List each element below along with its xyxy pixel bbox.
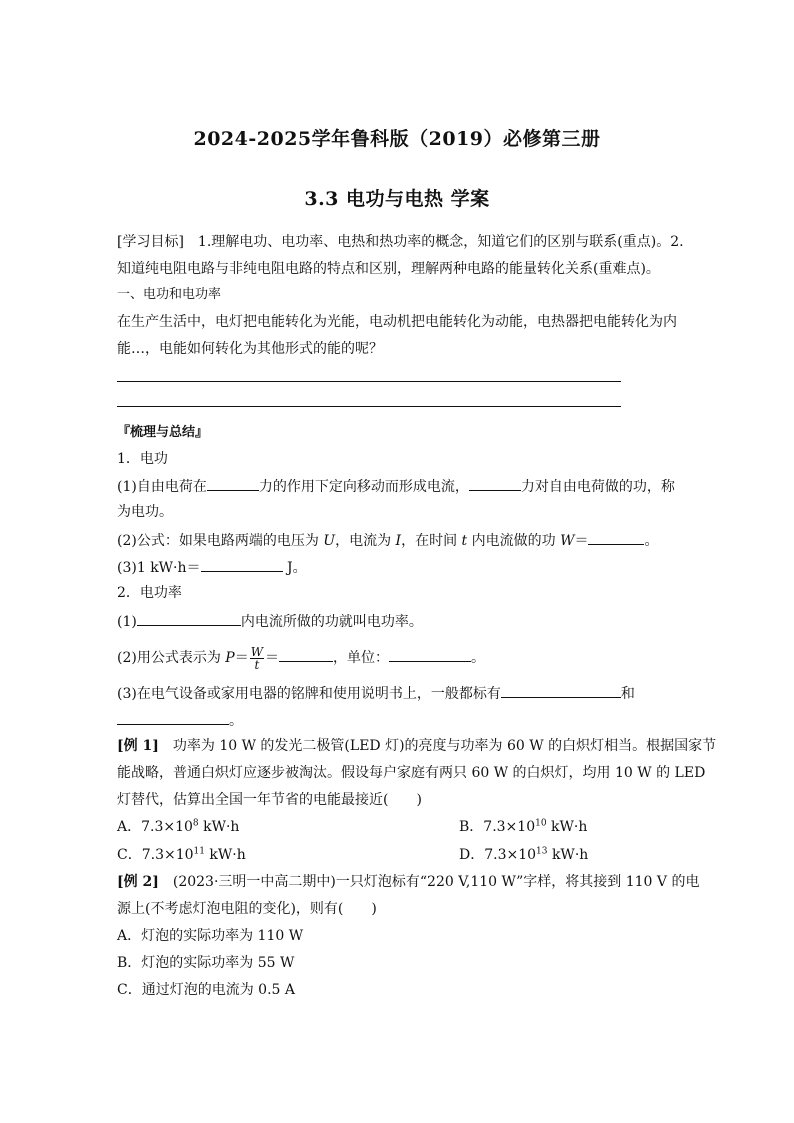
item2-p2-text-b: ，单位： <box>333 650 390 666</box>
option-c-pre: C．7.3×10 <box>117 847 194 863</box>
item1-p1-text-b: 力的作用下定向移动而形成电流， <box>258 479 469 495</box>
item2-p1-text-b: 内电流所做的功就叫电功率。 <box>240 614 423 630</box>
answer-line-2 <box>117 406 621 407</box>
item1-p2-text-c: ，在时间 <box>401 533 462 549</box>
item1-p2-text-d: 内电流做的功 <box>467 533 561 549</box>
answer-line-1 <box>117 381 621 382</box>
item1-p2-text-e: ＝ <box>574 533 589 549</box>
example2-line-2: 源上(不考虑灯泡电阻的变化)，则有( ) <box>117 901 377 917</box>
example2-text-1: (2023·三明一中高二期中)一只灯泡标有“220 V,110 W”字样，将其接到 110 V 的电 <box>158 874 700 890</box>
objectives-line-2: 知道纯电阻电路与非纯电阻电路的特点和区别，理解两种电路的能量转化关系(重难点)。 <box>117 261 660 277</box>
option-d[interactable] <box>459 845 588 865</box>
option-c[interactable] <box>117 847 246 863</box>
item1-para2 <box>117 529 687 551</box>
option-d-exp: 13 <box>536 846 548 857</box>
item2-p2-eq: ＝ <box>234 650 249 666</box>
intro-line-2: 能…，电能如何转化为其他形式的能的呢？ <box>117 341 383 357</box>
item1-p2-text-b: ，电流为 <box>335 533 396 549</box>
item1-p1-text-a: (1)自由电荷在 <box>117 479 207 495</box>
example1-label: [例 1] <box>117 738 159 754</box>
fraction-W-over-t <box>250 646 264 671</box>
item1-p2-text-a: (2)公式：如果电路两端的电压为 <box>117 533 324 549</box>
item2-p3-text-c: 。 <box>229 713 243 729</box>
example2-option-a[interactable]: A．灯泡的实际功率为 110 W <box>117 928 304 944</box>
option-b[interactable] <box>459 817 587 837</box>
item2-para1 <box>117 610 687 632</box>
fill-blank-power-unit[interactable] <box>389 646 471 662</box>
var-I: I <box>395 533 402 549</box>
objectives-line-1: [学习目标] 1.理解电功、电功率、电热和热功率的概念，知道它们的区别与联系(重点)。2. <box>117 234 684 250</box>
fraction-denominator: t <box>254 657 260 672</box>
example1-text-1: 功率为 10 W 的发光二极管(LED 灯)的亮度与功率为 60 W 的白炽灯相当。根据国家节 <box>158 738 717 754</box>
item2-para2 <box>117 643 687 673</box>
fill-blank-kwh[interactable] <box>201 556 283 572</box>
intro-line-1: 在生产生活中，电灯把电能转化为光能，电动机把电能转化为动能，电热器把电能转化为内 <box>117 314 677 330</box>
example1-line-3: 灯替代，估算出全国一年节省的电能最接近( ) <box>117 792 422 808</box>
item1-p2-text-f: 。 <box>644 533 659 549</box>
option-a-pre: A．7.3×10 <box>117 819 193 835</box>
item2-para3 <box>117 682 687 704</box>
example1-line-2: 能战略，普通白炽灯应逐步被淘汰。假设每户家庭有两只 60 W 的白炽灯，均用 10 W 的 LED <box>117 765 706 781</box>
item1-title: 1．电功 <box>117 451 168 467</box>
item1-para3 <box>117 556 687 578</box>
fill-blank-rated-2[interactable] <box>117 709 229 725</box>
option-b-exp: 10 <box>535 818 547 829</box>
example1-line-1 <box>117 736 717 756</box>
example2-label: [例 2] <box>117 874 159 890</box>
item2-p3-text-b: 和 <box>620 686 635 702</box>
fill-blank-unit-time[interactable] <box>137 610 241 626</box>
option-a-exp: 8 <box>192 818 199 829</box>
item2-title: 2．电功率 <box>117 585 182 601</box>
summary-heading: 『梳理与总结』 <box>117 425 209 440</box>
fill-blank-force-2[interactable] <box>469 475 521 491</box>
example1-options-row-2 <box>117 845 687 865</box>
example2-option-b[interactable]: B．灯泡的实际功率为 55 W <box>117 955 295 971</box>
var-P: P <box>225 650 235 666</box>
fraction-numerator: W <box>250 644 264 659</box>
option-c-post: kW·h <box>204 847 246 863</box>
option-b-post: kW·h <box>546 819 588 835</box>
var-t: t <box>461 533 468 549</box>
item2-p1-text-a: (1) <box>117 614 137 630</box>
document-title: 2024-2025学年鲁科版（2019）必修第三册 <box>193 128 601 150</box>
option-d-post: kW·h <box>547 847 589 863</box>
lesson-title: 3.3 电功与电热 学案 <box>304 188 490 210</box>
item1-p1-text-c: 力对自由电荷做的功，称 <box>520 479 675 495</box>
item2-p3-text-a: (3)在电气设备或家用电器的铭牌和使用说明书上，一般都标有 <box>117 686 501 702</box>
item1-p3-text-a: (3)1 kW·h＝ <box>117 560 201 576</box>
item2-para3-cont <box>117 709 687 731</box>
fill-blank-work-formula[interactable] <box>588 529 644 545</box>
section-heading: 一、电功和电功率 <box>117 287 222 302</box>
fill-blank-force-1[interactable] <box>207 475 259 491</box>
var-U: U <box>323 533 336 549</box>
fill-blank-rated-1[interactable] <box>501 682 621 698</box>
item2-p2-eq2: ＝ <box>265 650 280 666</box>
option-d-pre: D．7.3×10 <box>459 847 537 863</box>
item2-p2-text-c: 。 <box>471 650 486 666</box>
item2-p2-text-a: (2)用公式表示为 <box>117 650 226 666</box>
item1-p3-text-b: J。 <box>282 560 307 576</box>
example2-line-1 <box>117 872 700 892</box>
item1-para1 <box>117 475 687 497</box>
var-W: W <box>560 533 575 549</box>
option-c-exp: 11 <box>193 846 205 857</box>
option-a-post: kW·h <box>198 819 240 835</box>
example1-options-row-1 <box>117 817 687 837</box>
example2-option-c[interactable]: C．通过灯泡的电流为 0.5 A <box>117 982 295 998</box>
item1-para1-cont: 为电功。 <box>117 504 173 520</box>
fill-blank-power-formula[interactable] <box>279 646 333 662</box>
option-b-pre: B．7.3×10 <box>459 819 536 835</box>
option-a[interactable] <box>117 819 239 835</box>
